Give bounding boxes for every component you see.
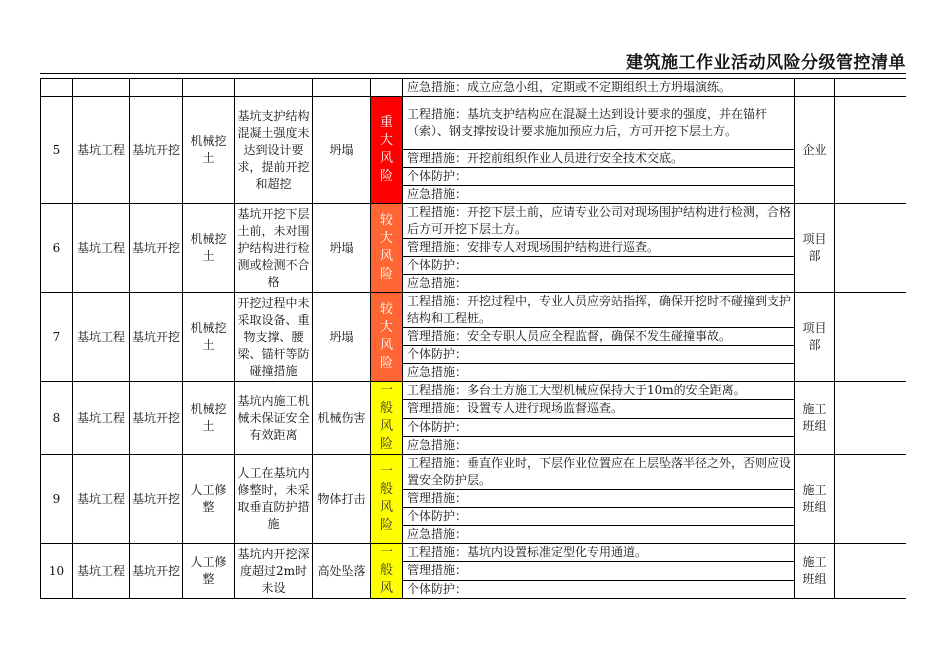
activity-cell: 基坑开挖 xyxy=(130,544,183,599)
measure-cell: 工程措施：基坑内设置标准定型化专用通道。 xyxy=(403,544,795,562)
work-item-cell: 机械挖土 xyxy=(183,97,235,204)
work-item-cell: 人工修整 xyxy=(183,544,235,599)
activity-cell: 基坑开挖 xyxy=(130,204,183,293)
hazard-cell: 基坑内施工机械未保证安全有效距离 xyxy=(235,382,313,455)
project-cell: 基坑工程 xyxy=(73,97,130,204)
measure-cell: 个体防护： xyxy=(403,508,795,526)
measure-cell: 管理措施：安全专职人员应全程监督，确保不发生碰撞事故。 xyxy=(403,328,795,346)
row-number: 7 xyxy=(41,293,73,382)
responsible-unit-cell: 施工班组 xyxy=(795,544,835,599)
cell-empty xyxy=(41,79,73,97)
project-cell: 基坑工程 xyxy=(73,544,130,599)
measure-cell: 应急措施： xyxy=(403,186,795,204)
title-rule xyxy=(40,73,906,74)
cell-empty xyxy=(371,79,403,97)
hazard-cell: 人工在基坑内修整时，未采取垂直防护措施 xyxy=(235,455,313,544)
risk-level-badge xyxy=(371,455,403,544)
risk-level-badge xyxy=(371,293,403,382)
activity-cell: 基坑开挖 xyxy=(130,293,183,382)
measure-cell: 管理措施： xyxy=(403,490,795,508)
table-row xyxy=(41,382,907,400)
table-row xyxy=(41,293,907,328)
responsible-unit-cell: 施工班组 xyxy=(795,455,835,544)
measure-cell: 管理措施：设置专人进行现场监督巡查。 xyxy=(403,400,795,418)
work-item-cell: 人工修整 xyxy=(183,455,235,544)
cell-empty xyxy=(313,79,371,97)
page-title: 建筑施工作业活动风险分级管控清单 xyxy=(626,53,906,73)
project-cell: 基坑工程 xyxy=(73,293,130,382)
measure-cell: 工程措施：垂直作业时，下层作业位置应在上层坠落半径之外，否则应设置安全防护层。 xyxy=(403,455,795,490)
row-number: 10 xyxy=(41,544,73,599)
hazard-cell: 开挖过程中未采取设备、重物支撑、腰梁、锚杆等防碰撞措施 xyxy=(235,293,313,382)
measure-cell: 管理措施：开挖前组织作业人员进行安全技术交底。 xyxy=(403,150,795,168)
activity-cell: 基坑开挖 xyxy=(130,97,183,204)
responsible-unit-cell: 企业 xyxy=(795,97,835,204)
project-cell: 基坑工程 xyxy=(73,204,130,293)
responsible-unit-cell: 项目部 xyxy=(795,293,835,382)
table-row xyxy=(41,544,907,562)
measure-cell: 个体防护： xyxy=(403,580,795,598)
cell-empty xyxy=(73,79,130,97)
measure-cell: 个体防护： xyxy=(403,168,795,186)
work-item-cell: 机械挖土 xyxy=(183,382,235,455)
project-cell: 基坑工程 xyxy=(73,455,130,544)
risk-table-wrapper xyxy=(40,78,906,620)
work-item-cell: 机械挖土 xyxy=(183,293,235,382)
remark-cell xyxy=(835,97,907,204)
row-number: 6 xyxy=(41,204,73,293)
remark-cell xyxy=(835,455,907,544)
measure-cell: 管理措施： xyxy=(403,562,795,580)
measure-cell: 管理措施：安排专人对现场围护结构进行巡查。 xyxy=(403,239,795,257)
measure-cell: 工程措施：多台土方施工大型机械应保持大于10m的安全距离。 xyxy=(403,382,795,400)
measure-cell: 个体防护： xyxy=(403,418,795,436)
risk-level-badge xyxy=(371,544,403,599)
remark-cell xyxy=(835,382,907,455)
measure-cell: 工程措施：开挖下层土前，应请专业公司对现场围护结构进行检测，合格后方可开挖下层土方。 xyxy=(403,204,795,239)
cell-empty xyxy=(835,79,907,97)
risk-level-text: 较大风险 xyxy=(379,302,393,371)
risk-level-text: 一般风 xyxy=(379,545,393,596)
activity-cell: 基坑开挖 xyxy=(130,455,183,544)
accident-type-cell: 高处坠落 xyxy=(313,544,371,599)
remark-cell xyxy=(835,204,907,293)
risk-level-text: 较大风险 xyxy=(379,213,393,282)
measure-cell: 工程措施：开挖过程中，专业人员应旁站指挥，确保开挖时不碰撞到支护结构和工程桩。 xyxy=(403,293,795,328)
activity-cell: 基坑开挖 xyxy=(130,382,183,455)
accident-type-cell: 坍塌 xyxy=(313,204,371,293)
hazard-cell: 基坑开挖下层土前，未对围护结构进行检测或检测不合格 xyxy=(235,204,313,293)
measure-cell: 应急措施： xyxy=(403,275,795,293)
accident-type-cell: 机械伤害 xyxy=(313,382,371,455)
risk-level-badge xyxy=(371,97,403,204)
measure-cell: 应急措施： xyxy=(403,364,795,382)
project-cell: 基坑工程 xyxy=(73,382,130,455)
accident-type-cell: 物体打击 xyxy=(313,455,371,544)
measure-cell: 个体防护： xyxy=(403,257,795,275)
risk-level-text: 一般风险 xyxy=(379,464,393,533)
measure-cell: 应急措施：成立应急小组，定期或不定期组织土方坍塌演练。 xyxy=(403,79,795,97)
row-number: 9 xyxy=(41,455,73,544)
cell-empty xyxy=(795,79,835,97)
measure-cell: 应急措施： xyxy=(403,436,795,454)
table-row xyxy=(41,79,907,97)
cell-empty xyxy=(130,79,183,97)
table-row xyxy=(41,455,907,490)
hazard-cell: 基坑支护结构混凝土强度未达到设计要求，提前开挖和超挖 xyxy=(235,97,313,204)
measure-cell: 工程措施：基坑支护结构应在混凝土达到设计要求的强度，并在锚杆（索）、钢支撑按设计要求施加预应力后，方可开挖下层土方。 xyxy=(403,97,795,150)
risk-level-badge xyxy=(371,204,403,293)
work-item-cell: 机械挖土 xyxy=(183,204,235,293)
remark-cell xyxy=(835,544,907,599)
table-row xyxy=(41,97,907,150)
remark-cell xyxy=(835,293,907,382)
responsible-unit-cell: 施工班组 xyxy=(795,382,835,455)
measure-cell: 应急措施： xyxy=(403,526,795,544)
accident-type-cell: 坍塌 xyxy=(313,97,371,204)
table-row xyxy=(41,204,907,239)
row-number: 5 xyxy=(41,97,73,204)
risk-level-badge xyxy=(371,382,403,455)
responsible-unit-cell: 项目部 xyxy=(795,204,835,293)
risk-level-text: 一般风险 xyxy=(379,383,393,452)
risk-table xyxy=(40,78,906,599)
hazard-cell: 基坑内开挖深度超过2m时未设 xyxy=(235,544,313,599)
cell-empty xyxy=(183,79,235,97)
row-number: 8 xyxy=(41,382,73,455)
measure-cell: 个体防护： xyxy=(403,346,795,364)
accident-type-cell: 坍塌 xyxy=(313,293,371,382)
risk-level-text: 重大风险 xyxy=(379,115,393,184)
cell-empty xyxy=(235,79,313,97)
